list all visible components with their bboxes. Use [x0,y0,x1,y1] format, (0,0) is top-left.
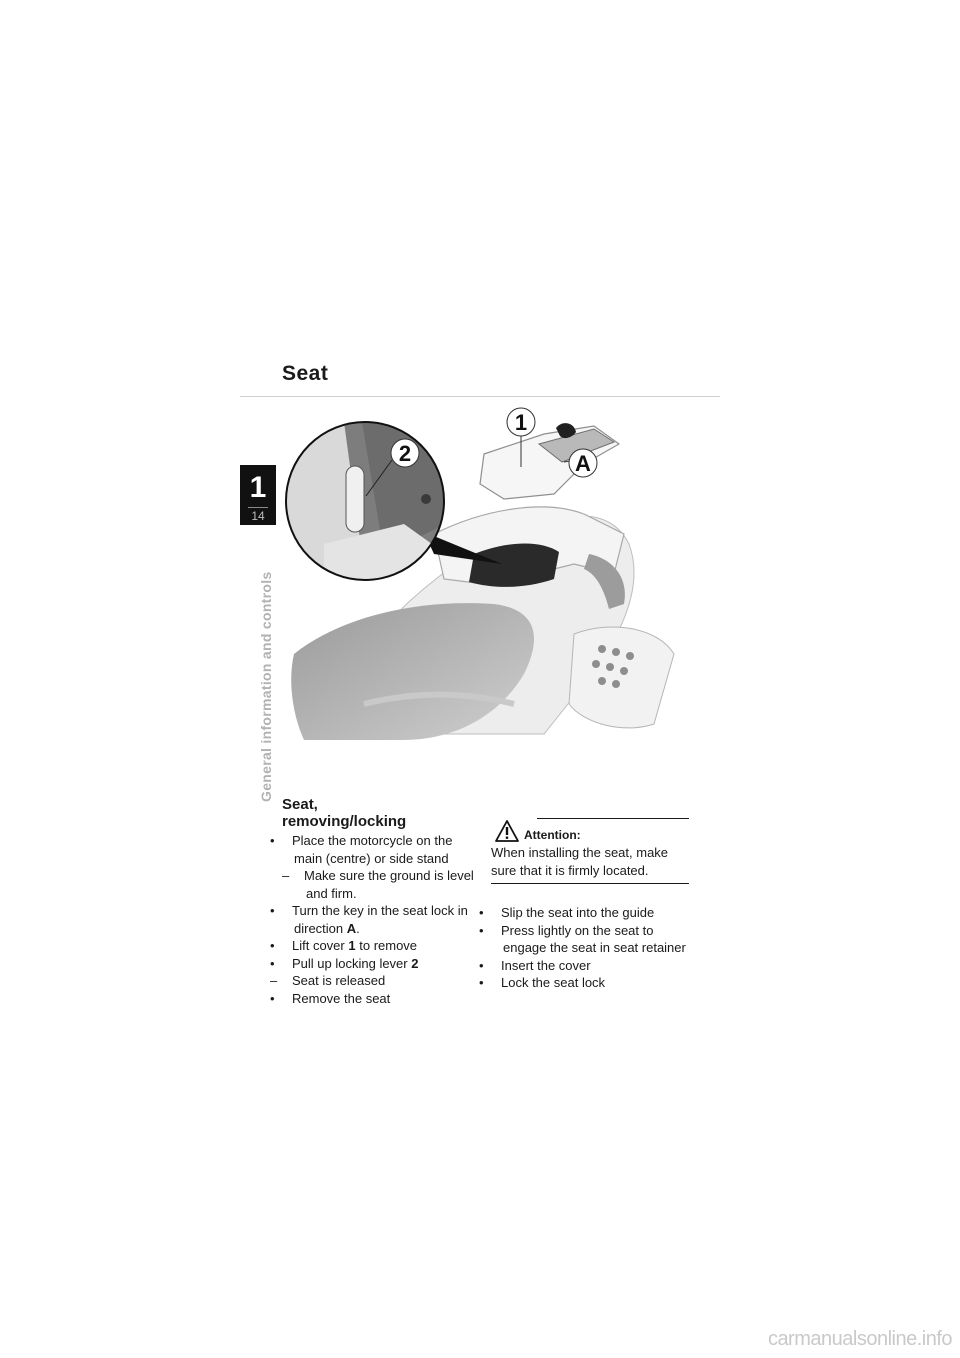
list-item: • Pull up locking lever 2 [270,955,419,971]
warning-icon [495,820,519,842]
list-item: • Place the motorcycle on the main (centre) or side stand [270,833,453,866]
page-title: Seat [282,362,329,385]
tab-divider [248,507,268,508]
ref-2: 2 [411,955,419,971]
list-item: – Seat is released [270,973,386,988]
heading-line-1: Seat, [282,796,318,813]
list-item: – Make sure the ground is level and firm. [282,868,474,901]
list-item: • Insert the cover [479,957,591,973]
list-item: • Lift cover 1 to remove [270,938,418,953]
callout-a: A [575,451,591,476]
watermark: carmanualsonline.info [767,1328,952,1350]
callout-1: 1 [514,410,528,435]
attention-box [491,818,689,884]
list-item: • Turn the key in the seat lock in direction A. [270,903,468,936]
attention-label: Attention: [524,828,581,842]
locking-lever [346,466,364,532]
install-steps [479,904,691,992]
callout-2: 2 [398,441,412,466]
attention-text: When installing the seat, make sure that it is firmly located. [491,845,669,878]
heading-line-2: removing/locking [282,813,407,830]
list-item: • Lock the seat lock [479,975,606,990]
page-number: 14 [251,509,265,523]
title-divider [240,396,720,397]
section-heading [282,796,482,830]
removal-steps [270,832,482,1007]
install-column [479,818,691,992]
list-item: • Remove the seat [270,990,391,1006]
removal-column [270,796,482,1007]
chapter-side-caption: General information and controls [258,571,274,802]
seat-illustration [284,404,684,740]
exhaust [569,627,674,728]
list-item: • Slip the seat into the guide [479,905,655,920]
ref-a: A [346,920,357,936]
ref-1: 1 [348,938,356,953]
chapter-tab [240,465,276,525]
chapter-number: 1 [249,471,267,504]
list-item: • Press lightly on the seat to engage the seat in seat retainer [479,922,686,955]
